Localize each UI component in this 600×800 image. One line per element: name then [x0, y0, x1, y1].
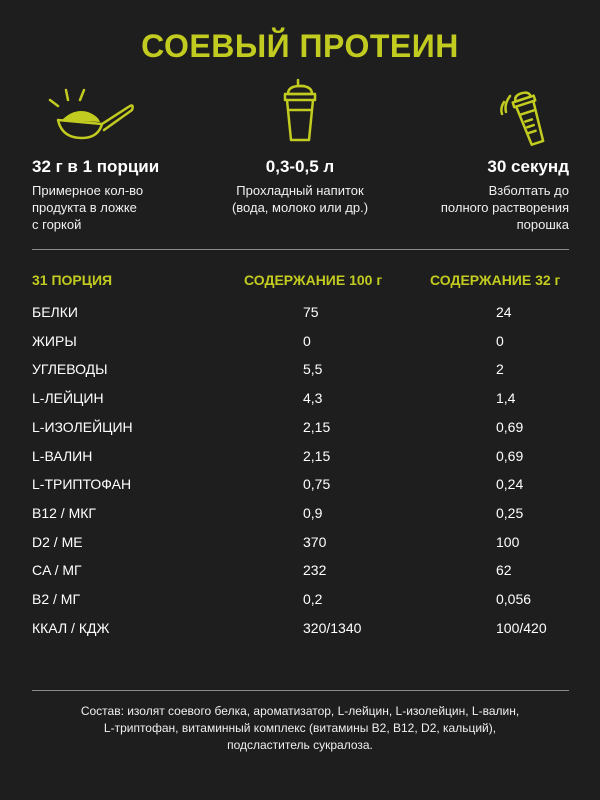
nutrient-name: L-ВАЛИН — [32, 447, 93, 464]
table-header-per-32g: СОДЕРЖАНИЕ 32 г — [430, 272, 561, 288]
table-header-per-100g: СОДЕРЖАНИЕ 100 г — [244, 272, 383, 288]
composition-line: L-триптофан, витаминный комплекс (витамины B2, B12, D2, кальций), — [103, 721, 497, 735]
value-per-100g: 75 — [303, 304, 319, 320]
info-desc-line: порошка — [516, 217, 569, 232]
table-row — [0, 534, 600, 562]
scoop-icon — [44, 86, 136, 142]
value-per-100g: 0,75 — [303, 476, 331, 493]
info-liquid-desc — [190, 182, 410, 216]
nutrient-name: ККАЛ / КДЖ — [32, 619, 110, 636]
table-row — [0, 419, 600, 447]
info-time-desc — [389, 182, 569, 233]
value-per-100g: 0,9 — [303, 504, 323, 521]
info-desc-line: (вода, молоко или др.) — [231, 200, 369, 215]
page-title: СОЕВЫЙ ПРОТЕИН — [141, 28, 459, 64]
nutrient-name: D2 / МЕ — [32, 533, 83, 550]
nutrient-name: ЖИРЫ — [32, 332, 77, 349]
value-per-32g: 0,056 — [496, 591, 532, 607]
table-row — [0, 361, 600, 389]
info-desc-line: с горкой — [32, 217, 82, 232]
value-per-100g: 232 — [303, 562, 327, 579]
shaking-shaker-icon — [496, 88, 552, 148]
value-per-32g: 0,69 — [496, 447, 524, 464]
value-per-100g: 370 — [303, 533, 327, 550]
value-per-32g: 24 — [496, 304, 512, 320]
value-per-100g: 4,3 — [303, 390, 323, 407]
table-row — [0, 333, 600, 361]
value-per-32g: 1,4 — [496, 390, 516, 407]
composition-line: Состав: изолят соевого белка, ароматизатор, L-лейцин, L-изолейцин, L-валин, — [80, 704, 520, 718]
info-liquid-title: 0,3-0,5 л — [265, 157, 335, 176]
value-per-32g: 2 — [496, 361, 504, 378]
nutrient-name: УГЛЕВОДЫ — [32, 361, 108, 378]
info-desc-line: Прохладный напиток — [236, 183, 364, 198]
info-portion-desc — [32, 182, 202, 233]
info-desc-line: Примерное кол-во — [32, 183, 144, 198]
info-desc-line: Взболтать до — [488, 183, 569, 198]
info-desc-line: полного растворения — [440, 200, 569, 215]
table-row — [0, 562, 600, 590]
value-per-32g: 100/420 — [496, 619, 547, 636]
nutrient-name: БЕЛКИ — [32, 304, 78, 320]
table-row — [0, 505, 600, 533]
table-row — [0, 476, 600, 504]
nutrient-name: B12 / МКГ — [32, 504, 96, 521]
table-header-portions: 31 ПОРЦИЯ — [32, 272, 113, 288]
nutrient-name: CA / МГ — [32, 562, 82, 579]
value-per-32g: 0,25 — [496, 504, 524, 521]
value-per-32g: 0 — [496, 332, 504, 349]
value-per-100g: 5,5 — [303, 361, 323, 378]
divider-top — [32, 249, 569, 250]
shaker-icon — [280, 76, 320, 144]
value-per-100g: 0,2 — [303, 591, 323, 607]
nutrient-name: L-ТРИПТОФАН — [32, 476, 132, 493]
composition-line: подсластитель сукралоза. — [227, 738, 373, 752]
table-row — [0, 591, 600, 619]
composition-text — [40, 703, 560, 754]
nutrient-name: L-ЛЕЙЦИН — [32, 390, 104, 407]
value-per-100g: 2,15 — [303, 418, 331, 435]
info-portion-title: 32 г в 1 порции — [32, 157, 160, 176]
value-per-100g: 0 — [303, 332, 311, 349]
info-desc-line: продукта в ложке — [32, 200, 137, 215]
table-row — [0, 390, 600, 418]
value-per-32g: 62 — [496, 562, 512, 579]
value-per-32g: 0,24 — [496, 476, 524, 493]
nutrient-name: L-ИЗОЛЕЙЦИН — [32, 418, 133, 435]
value-per-32g: 100 — [496, 533, 520, 550]
value-per-100g: 320/1340 — [303, 619, 362, 636]
nutrient-name: B2 / МГ — [32, 591, 81, 607]
info-time-title: 30 секунд — [487, 157, 569, 176]
value-per-32g: 0,69 — [496, 418, 524, 435]
table-row — [0, 304, 600, 332]
value-per-100g: 2,15 — [303, 447, 331, 464]
divider-bottom — [32, 690, 569, 691]
table-row — [0, 620, 600, 648]
table-row — [0, 448, 600, 476]
